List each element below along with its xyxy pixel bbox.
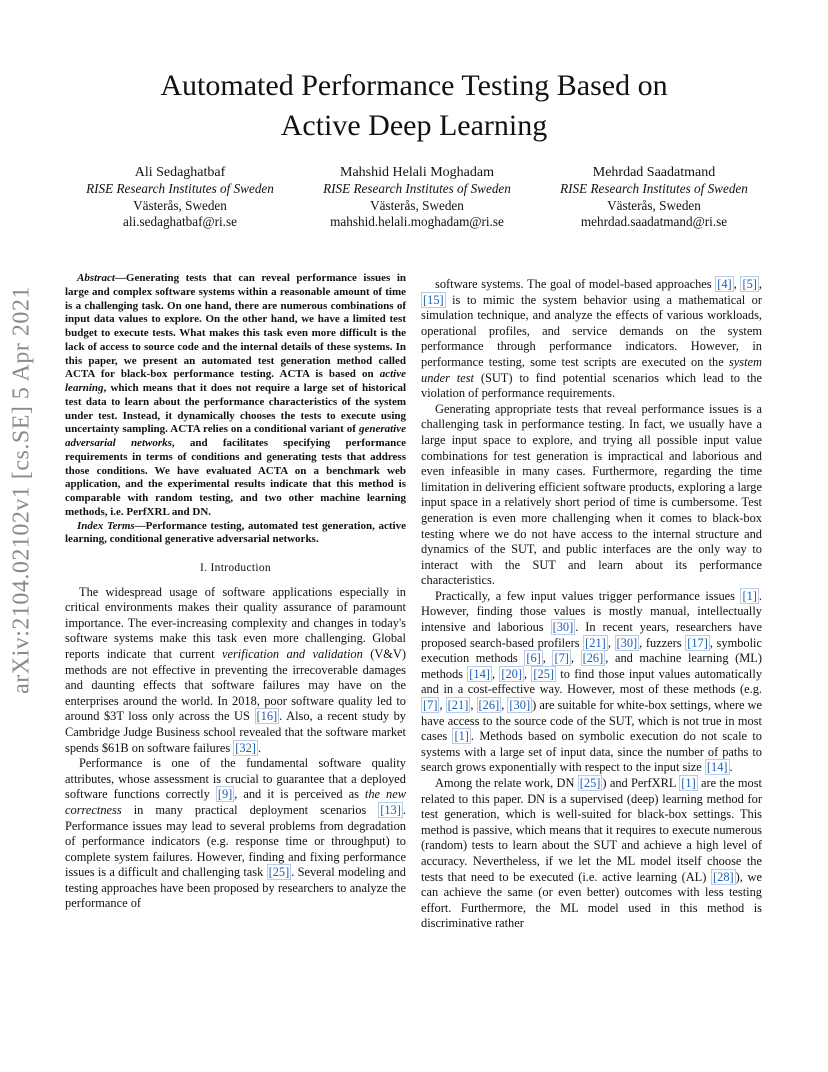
paragraph: [65, 756, 406, 912]
author-1: [62, 164, 298, 231]
citation-link[interactable]: [17]: [687, 635, 708, 650]
text: . In recent years, researchers have proposed search-based profilers: [421, 620, 762, 650]
text: ,: [758, 277, 762, 291]
citation-link[interactable]: [20]: [501, 666, 522, 681]
author-name: Ali Sedaghatbaf: [134, 165, 226, 180]
right-column: [421, 277, 762, 932]
text: (SUT) to find potential scenarios which lead to the violation of performance requirements.: [421, 370, 762, 401]
paragraph: Generating appropriate tests that reveal performance issues is a challenging task in performance testing. In fact, we usually have a large input space to explore, and trying all possible input value combinations for test generation is impractical and laborious and even infeasible in many cases. Furthermore, regarding the time limitation in delivering efficient software products, exploring a large input space in a relatively short period of time is cumbersome. Test generation is even more challenging when it comes to black-box testing where we do not have access to the internal structure and dynamics of the SUT, and public interfaces are the only way to interact with the SUT and learn about its performance characteristics.: [421, 401, 762, 588]
text: .: [729, 760, 733, 775]
text: , and it is perceived as: [234, 787, 365, 802]
citation-link[interactable]: [15]: [423, 292, 444, 307]
citation-link[interactable]: [26]: [582, 651, 604, 666]
citation-link[interactable]: [25]: [579, 776, 601, 790]
citation-link[interactable]: [6]: [526, 651, 541, 666]
title-line-2: Active Deep Learning: [280, 109, 548, 142]
citation-link[interactable]: [21]: [585, 635, 606, 650]
title-line-1: Automated Performance Testing Based on: [160, 69, 668, 102]
text: ,: [733, 277, 741, 291]
emphasis: the new correctness: [65, 787, 407, 817]
text: Performance is one of the fundamental software quality attributes, whose assessment is crucial to guarantee that a deployed software functions correctly: [65, 756, 406, 802]
text: (V&V) methods are not effective in preventing the irrecoverable damages and daunting effects that software failures may have on the enterprises around the world. In 2018, poor software quality led to around $3T loss only across the US: [65, 646, 406, 724]
paragraph: [421, 776, 762, 932]
text: are the most related to this paper. DN is a supervised (deep) learning method for test generation, which is well-suited for black-box settings. This method is passive, which means that it requires to execute numerous (random) tests to learn about the SUT and achieve a high level of accuracy. Nevertheless, if we let the ML model itself choose the tests that need to be executed (i.e. active learning (AL): [421, 776, 762, 884]
text: , fuzzers: [639, 635, 686, 650]
text: , and machine learning (ML) methods: [421, 651, 762, 681]
abstract-emphasis: active learning: [65, 368, 406, 394]
citation-link[interactable]: [14]: [706, 760, 728, 775]
author-location: Västerås, Sweden: [133, 197, 227, 213]
text: . Also, a recent study by Cambridge Judge Business school revealed that the software market spends $61B on software failures: [65, 709, 407, 755]
author-name: Mehrdad Saadatmand: [592, 165, 716, 180]
text: ), we can achieve the same (or even better) outcomes with less testing effort. Furthermore, the ML model used in this method is discriminative rather: [421, 869, 762, 931]
text: , symbolic execution methods: [421, 635, 762, 666]
abstract-text: , and facilitates specifying performance requirements in terms of conditions and generating tests that address those conditions. We have evaluated ACTA on a benchmark web application, and the experimental results indicate that this method is comparable with random testing, and two other machine learning methods, i.e. PerfXRL and DN.: [65, 437, 406, 518]
text: . Performance issues may lead to several problems from degradation of performance indicators (e.g. response time or throughput) to complete system failures. However, finding and fixing performance issues is a difficult and challenging task: [65, 802, 406, 880]
citation-link[interactable]: [30]: [616, 635, 638, 650]
author-email: mahshid.helali.moghadam@ri.se: [330, 214, 504, 229]
citation-link[interactable]: [25]: [533, 666, 555, 681]
text: Practically, a few input values trigger performance issues: [435, 588, 741, 603]
arxiv-identifier: arXiv:2104.02102v1 [cs.SE] 5 Apr 2021: [8, 286, 35, 694]
arxiv-sidebar: [2, 286, 42, 694]
author-block: [62, 164, 772, 231]
citation-link[interactable]: [5]: [742, 277, 757, 291]
citation-link[interactable]: [21]: [447, 698, 469, 713]
text: ,: [439, 698, 446, 713]
text: . Methods based on symbolic execution do not scale to systems with a large set of input data, since the number of paths to search grows exponentially with respect to the input size: [421, 729, 762, 775]
index-terms: [65, 520, 406, 548]
citation-link[interactable]: [32]: [235, 740, 256, 755]
text: ,: [570, 651, 581, 666]
citation-link[interactable]: [4]: [717, 277, 732, 291]
citation-link[interactable]: [7]: [423, 698, 438, 713]
text: ,: [542, 651, 553, 666]
text: to find those input values automatically and in a cost-effective way. However, most of these methods (e.g.: [421, 666, 763, 697]
author-3: [536, 164, 772, 231]
text: in many practical deployment scenarios: [121, 802, 379, 817]
text: ,: [523, 666, 532, 681]
emphasis: system under test: [421, 354, 762, 385]
text: The widespread usage of software applications especially in critical environments makes their quality assurance of paramount importance. The ever-increasing complexity and changes in today's software systems make this task even more challenging. Global reports indicate that current: [65, 584, 406, 661]
emphasis: verification and validation: [221, 646, 363, 661]
index-terms-text: —Performance testing, automated test generation, active learning, conditional generative adversarial networks.: [65, 519, 406, 546]
abstract-lead: Abstract: [77, 272, 115, 284]
abstract-emphasis: generative adversarial networks: [65, 423, 406, 449]
text: ) and PerfXRL: [602, 776, 680, 790]
text: ,: [607, 635, 615, 650]
text: software systems. The goal of model-based approaches: [435, 277, 716, 291]
text: . Several modeling and testing approaches have been proposed by researchers to analyze the performance of: [65, 865, 406, 911]
citation-link[interactable]: [26]: [478, 698, 500, 713]
citation-link[interactable]: [14]: [469, 666, 490, 681]
citation-link[interactable]: [1]: [454, 729, 469, 744]
paragraph: [421, 589, 762, 776]
text: is to mimic the system behavior using a mathematical or simulation technique, and analyze the effects of various workloads, operational profiles, and service demands on the system performance through performance indicators. However, in performance testing, some test scripts are executed on the: [421, 292, 762, 369]
author-affiliation: RISE Research Institutes of Sweden: [323, 181, 511, 196]
left-column: [65, 272, 406, 912]
paragraph: [421, 277, 762, 402]
text: ,: [491, 666, 500, 681]
text: Among the relate work, DN: [435, 776, 578, 790]
text: . However, finding those values is mostly manual, intellectually intensive and laborious: [421, 588, 762, 635]
left-body: [65, 585, 406, 912]
text: ,: [470, 698, 477, 713]
paragraph: [65, 585, 406, 757]
citation-link[interactable]: [7]: [554, 651, 569, 666]
author-affiliation: RISE Research Institutes of Sweden: [560, 181, 748, 196]
paper-title: [64, 66, 764, 146]
abstract: [65, 272, 406, 520]
author-2: [299, 164, 535, 231]
index-terms-lead: Index Terms: [77, 519, 135, 532]
citation-link[interactable]: [9]: [217, 787, 233, 802]
citation-link[interactable]: [28]: [713, 869, 734, 884]
author-email: ali.sedaghatbaf@ri.se: [123, 214, 237, 229]
text: .: [257, 740, 262, 755]
section-heading: I. Introduction: [200, 562, 271, 574]
citation-link[interactable]: [30]: [552, 620, 574, 635]
text: ) are suitable for white-box settings, where we have access to the source code of the SUT, which is not true in most cases: [421, 698, 763, 744]
citation-link[interactable]: [1]: [681, 776, 696, 790]
author-location: Västerås, Sweden: [370, 197, 464, 213]
author-email: mehrdad.saadatmand@ri.se: [580, 214, 728, 229]
author-location: Västerås, Sweden: [607, 197, 701, 213]
citation-link[interactable]: [25]: [268, 865, 290, 880]
author-affiliation: RISE Research Institutes of Sweden: [86, 181, 274, 196]
citation-link[interactable]: [13]: [380, 802, 401, 817]
abstract-text: , which means that it does not require a large set of historical test data to learn about the performance characteristics of the system under test. Instead, it dynamically chooses the tests to execute using uncertainty sampling. ACTA relies on a conditional variant of: [65, 382, 406, 436]
citation-link[interactable]: [30]: [509, 698, 531, 713]
author-name: Mahshid Helali Moghadam: [340, 165, 494, 180]
text: ,: [501, 698, 508, 713]
citation-link[interactable]: [16]: [256, 709, 278, 724]
abstract-text: —Generating tests that can reveal performance issues in large and complex software systems within a reasonable amount of time is a challenging task. On one hand, there are numerous combinations of input data values to explore. On the other hand, we have a limited test budget to execute tests. What makes this task even more difficult is the lack of access to source code and the internal details of these systems. In this paper, we present an automated test generation method called ACTA for black-box performance testing. ACTA is based on: [65, 272, 406, 381]
citation-link[interactable]: [1]: [742, 588, 757, 603]
